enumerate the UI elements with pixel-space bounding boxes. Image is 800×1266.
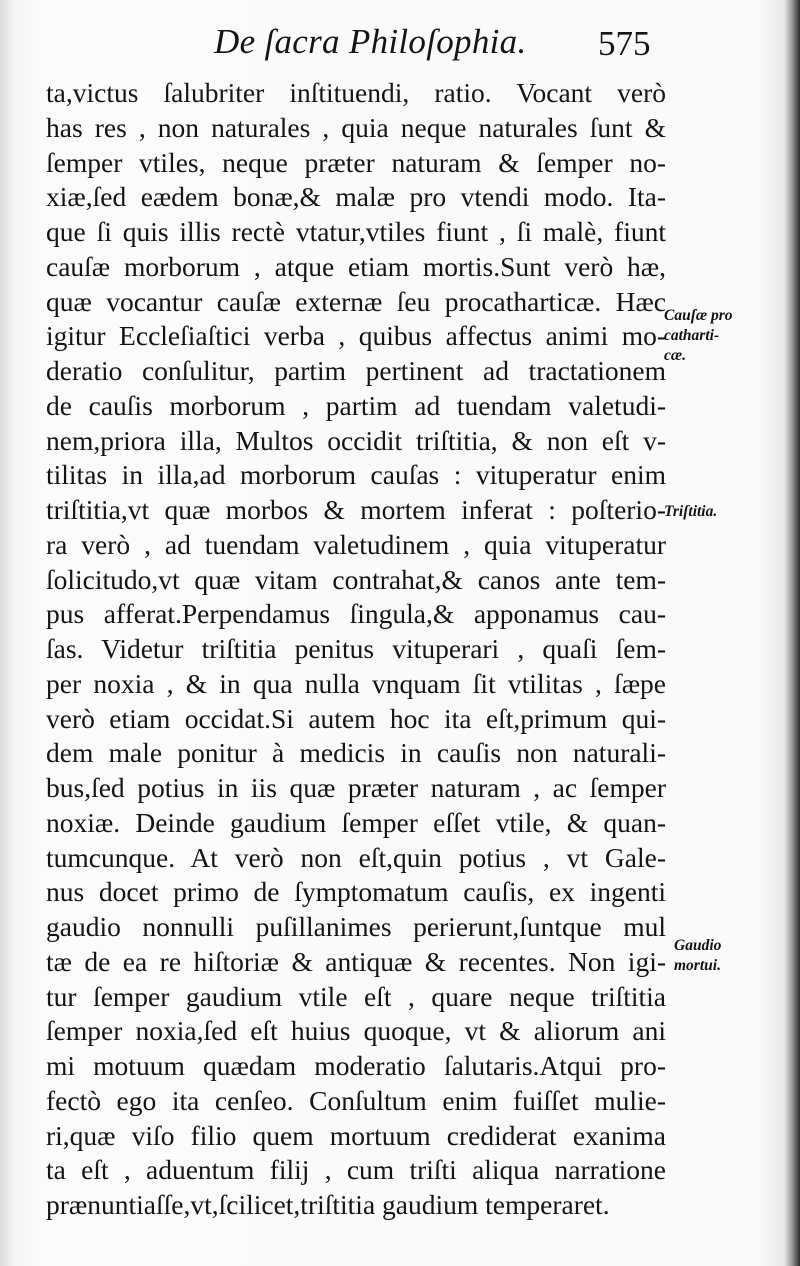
- text-line: verò etiam occidat.Si autem hoc ita eſt,primum qui-: [46, 702, 666, 734]
- text-line: has res , non naturales , quia neque naturales ſunt &: [46, 111, 666, 143]
- text-line: dem male ponitur à medicis in cauſis non naturali-: [46, 737, 666, 769]
- text-line: ta eſt , aduentum filij , cum triſti aliqua narratione: [46, 1154, 666, 1186]
- margin-note-line: Cauſæ pro: [664, 307, 733, 324]
- text-line: ſolicitudo,vt quæ vitam contrahat,& canos ante tem-: [46, 563, 666, 595]
- text-line: xiæ,ſed eædem bonæ,& malæ pro vtendi modo. Ita-: [46, 181, 666, 213]
- text-line: ri,quæ viſo filio quem mortuum crediderat exanima: [46, 1119, 666, 1151]
- margin-note-gaudio-mortui: [674, 936, 721, 976]
- text-line: deratio conſulitur, partim pertinent ad tractationem: [46, 355, 666, 386]
- margin-note-line: catharti-: [664, 327, 720, 344]
- text-line: ſas. Videtur triſtitia penitus vituperari , quaſi ſem-: [46, 633, 666, 664]
- text-line: tæ de ea re hiſtoriæ & antiquæ & recentes. Non igi-: [46, 945, 666, 977]
- body-text: [46, 76, 666, 1223]
- margin-note-tristitia: [664, 502, 717, 522]
- text-line: quæ vocantur cauſæ externæ ſeu procatharticæ. Hæc: [46, 285, 666, 317]
- text-line: que ſi quis illis rectè vtatur,vtiles fiunt , ſi malè, fiunt: [46, 216, 666, 247]
- margin-note-line: mortui.: [674, 957, 721, 974]
- text-line: ſemper vtiles, neque præter naturam & ſemper no-: [46, 146, 666, 178]
- text-line: nem,priora illa, Multos occidit triſtitia, & non eſt v-: [46, 424, 666, 456]
- text-line: mi motuum quædam moderatio ſalutaris.Atqui pro-: [46, 1050, 666, 1081]
- text-line: triſtitia,vt quæ morbos & mortem inferat : poſterio-: [46, 494, 666, 525]
- text-line: tumcunque. At verò non eſt,quin potius , vt Gale-: [46, 841, 666, 873]
- text-line: per noxia , & in qua nulla vnquam ſit vtilitas , ſæpe: [46, 667, 666, 699]
- text-line: gaudio nonnulli puſillanimes perierunt,ſuntque mul: [46, 911, 666, 942]
- text-line: prænuntiaſſe,vt,ſcilicet,triſtitia gaudium temperaret.: [46, 1189, 610, 1220]
- margin-note-line: Triſtitia.: [664, 503, 718, 520]
- text-line: tilitas in illa,ad morborum cauſas : vituperatur enim: [46, 459, 666, 491]
- text-line: tur ſemper gaudium vtile eſt , quare neque triſtitia: [46, 980, 666, 1012]
- text-line: ra verò , ad tuendam valetudinem , quia vituperatur: [46, 528, 666, 560]
- text-line: de cauſis morborum , partim ad tuendam valetudi-: [46, 389, 666, 421]
- text-line: ta,victus ſalubriter inſtituendi, ratio. Vocant verò: [46, 77, 666, 108]
- margin-note-line: cæ.: [664, 347, 686, 364]
- page-number: 575: [598, 24, 651, 63]
- margin-note-line: Gaudio: [674, 937, 722, 954]
- text-line: nus docet primo de ſymptomatum cauſis, ex ingenti: [46, 876, 666, 908]
- text-line: cauſæ morborum , atque etiam mortis.Sunt verò hæ,: [46, 250, 666, 282]
- text-line: igitur Eccleſiaſtici verba , quibus affectus animi mo-: [46, 320, 666, 352]
- text-line: ſemper noxia,ſed eſt huius quoque, vt & aliorum ani: [46, 1015, 666, 1047]
- text-line: fectò ego ita cenſeo. Conſultum enim fuiſſet mulie-: [46, 1084, 666, 1116]
- running-title: De ſacra Philoſophia.: [214, 22, 527, 61]
- margin-note-causae-procatharticae: [664, 306, 732, 366]
- text-line: noxiæ. Deinde gaudium ſemper eſſet vtile, & quan-: [46, 806, 666, 838]
- text-line: bus,ſed potius in iis quæ præter naturam , ac ſemper: [46, 772, 666, 803]
- text-line: pus afferat.Perpendamus ſingula,& apponamus cau-: [46, 598, 666, 630]
